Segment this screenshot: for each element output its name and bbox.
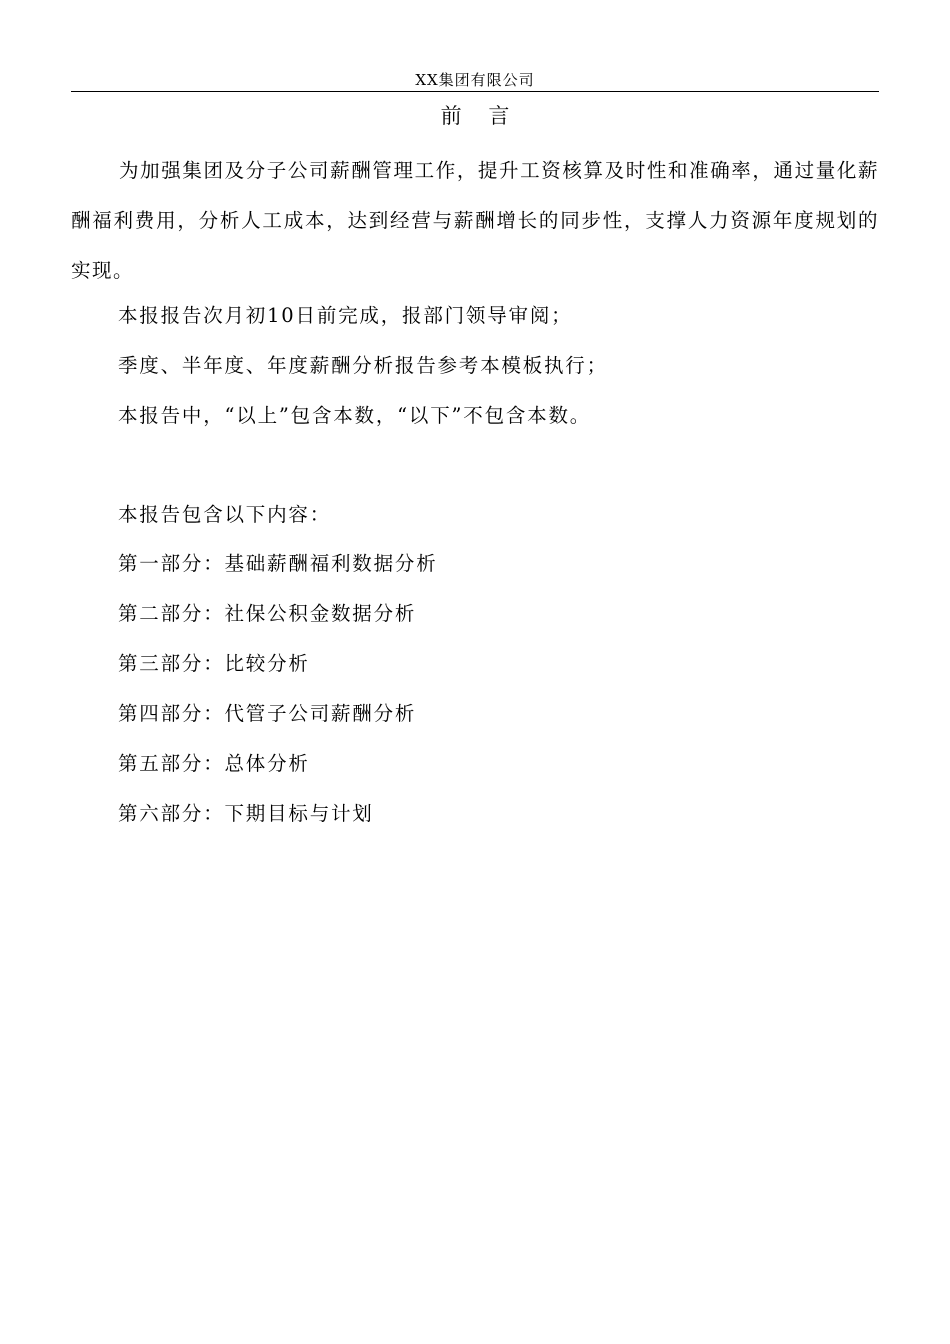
note-line-2: 季度、半年度、年度薪酬分析报告参考本模板执行； xyxy=(118,354,608,377)
page-header-company: XX集团有限公司 xyxy=(415,71,535,89)
page-title: 前 言 xyxy=(440,104,520,128)
contents-item-6: 第六部分：下期目标与计划 xyxy=(118,802,374,825)
contents-item-5: 第五部分：总体分析 xyxy=(118,752,310,775)
contents-item-2: 第二部分：社保公积金数据分析 xyxy=(118,602,417,625)
contents-item-1: 第一部分：基础薪酬福利数据分析 xyxy=(118,552,438,575)
note-line-3: 本报告中，“以上”包含本数，“以下”不包含本数。 xyxy=(118,404,592,427)
contents-heading: 本报告包含以下内容： xyxy=(118,503,332,526)
note-line-1: 本报报告次月初10日前完成，报部门领导审阅； xyxy=(118,304,573,327)
intro-paragraph: 为加强集团及分子公司薪酬管理工作，提升工资核算及时性和准确率，通过量化薪酬福利费用，分析人工成本，达到经营与薪酬增长的同步性，支撑人力资源年度规划的实现。 xyxy=(71,159,879,282)
contents-item-4: 第四部分：代管子公司薪酬分析 xyxy=(118,702,417,725)
contents-item-3: 第三部分：比较分析 xyxy=(118,652,310,675)
header-divider xyxy=(71,91,879,92)
